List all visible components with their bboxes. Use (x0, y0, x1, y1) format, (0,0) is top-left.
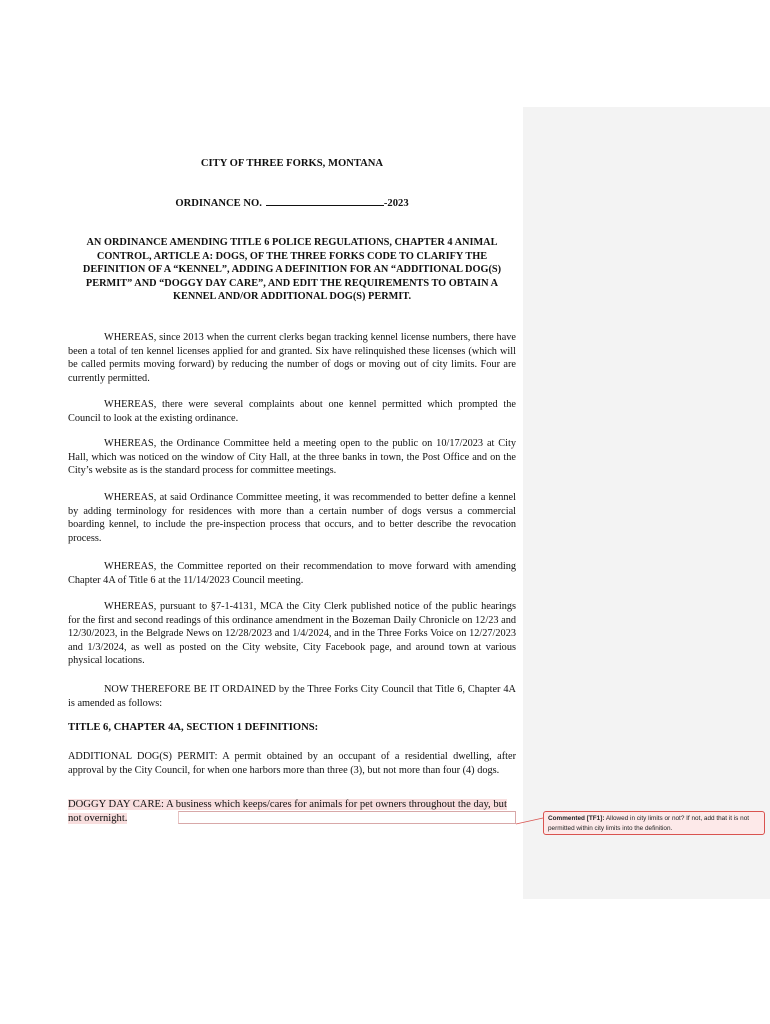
ordinance-number-blank (266, 195, 384, 206)
comment-author-tag: Commented [TF1]: (548, 815, 605, 822)
ordinance-number-line (68, 195, 516, 209)
whereas-paragraph-1: WHEREAS, since 2013 when the current clerks began tracking kennel license numbers, there have been a total of ten kennel licenses applied for and granted. Six have relinquished these licenses (which will be called permits moving forward) by reducing the number of dogs or moving out of city limits. Four are currently permitted. (68, 332, 516, 384)
whereas-paragraph-6: WHEREAS, pursuant to §7-1-4131, MCA the City Clerk published notice of the public hearings for the first and second readings of this ordinance amendment in the Bozeman Daily Chronicle on 12/23 and 12/30/2023, in the Belgrade News on 12/28/2023 and 1/4/2024, and in the Three Forks Voice on 12/27/2023 and 1/3/2024, as well as posted on the City website, City Facebook page, and around town at various physical locations. (68, 601, 516, 667)
whereas-paragraph-4: WHEREAS, at said Ordinance Committee meeting, it was recommended to better define a kennel by adding terminology for residences with more than a certain number of dogs versus a commercial boarding kennel, to include the pre-inspection process that occurs, and to better describe the revocation process. (68, 492, 516, 544)
whereas-paragraph-3: WHEREAS, the Ordinance Committee held a meeting open to the public on 10/17/2023 at City Hall, which was noticed on the window of City Hall, at the three banks in town, the Post Office and on the City’s website as is the standard process for committee meetings. (68, 438, 516, 477)
ordinance-title: AN ORDINANCE AMENDING TITLE 6 POLICE REGULATIONS, CHAPTER 4 ANIMAL CONTROL, ARTICLE A: DOGS, OF THE THREE FORKS CODE TO CLARIFY THE DEFINITION OF A “KENNEL”, ADDING A DEFINITION FOR AN “ADDITIONAL DOG(S) PERMIT” AND “DOGGY DAY CARE”, AND EDIT THE REQUIREMENTS TO OBTAIN A KENNEL AND/OR ADDITIONAL DOG(S) PERMIT. (82, 237, 502, 303)
comment-text: Allowed in city limits or not? If not, add that it is not permitted within city limits into the definition. (548, 815, 750, 832)
whereas-paragraph-5: WHEREAS, the Committee reported on their recommendation to move forward with amending Chapter 4A of Title 6 at the 11/14/2023 Council meeting. (68, 561, 516, 586)
commented-text-highlight[interactable]: DOGGY DAY CARE: A business which keeps/cares for animals for pet owners throughout the day, but not overnight. (68, 799, 507, 824)
city-title: CITY OF THREE FORKS, MONTANA (200, 158, 384, 169)
now-therefore-paragraph: NOW THEREFORE BE IT ORDAINED by the Three Forks City Council that Title 6, Chapter 4A is amended as follows: (68, 684, 516, 709)
whereas-paragraph-2: WHEREAS, there were several complaints about one kennel permitted which prompted the Council to look at the existing ordinance. (68, 399, 516, 424)
comments-markup-pane (523, 107, 770, 899)
ordinance-suffix: -2023 (383, 198, 409, 209)
doggy-day-care-definition[interactable] (68, 798, 516, 826)
comment-balloon[interactable] (543, 811, 765, 835)
ordinance-label: ORDINANCE NO. (175, 198, 262, 209)
section-heading: TITLE 6, CHAPTER 4A, SECTION 1 DEFINITIONS: (68, 722, 319, 733)
additional-permit-definition: ADDITIONAL DOG(S) PERMIT: A permit obtained by an occupant of a residential dwelling, after approval by the City Council, for when one harbors more than three (3), but not more than four (4) dogs. (68, 751, 516, 776)
